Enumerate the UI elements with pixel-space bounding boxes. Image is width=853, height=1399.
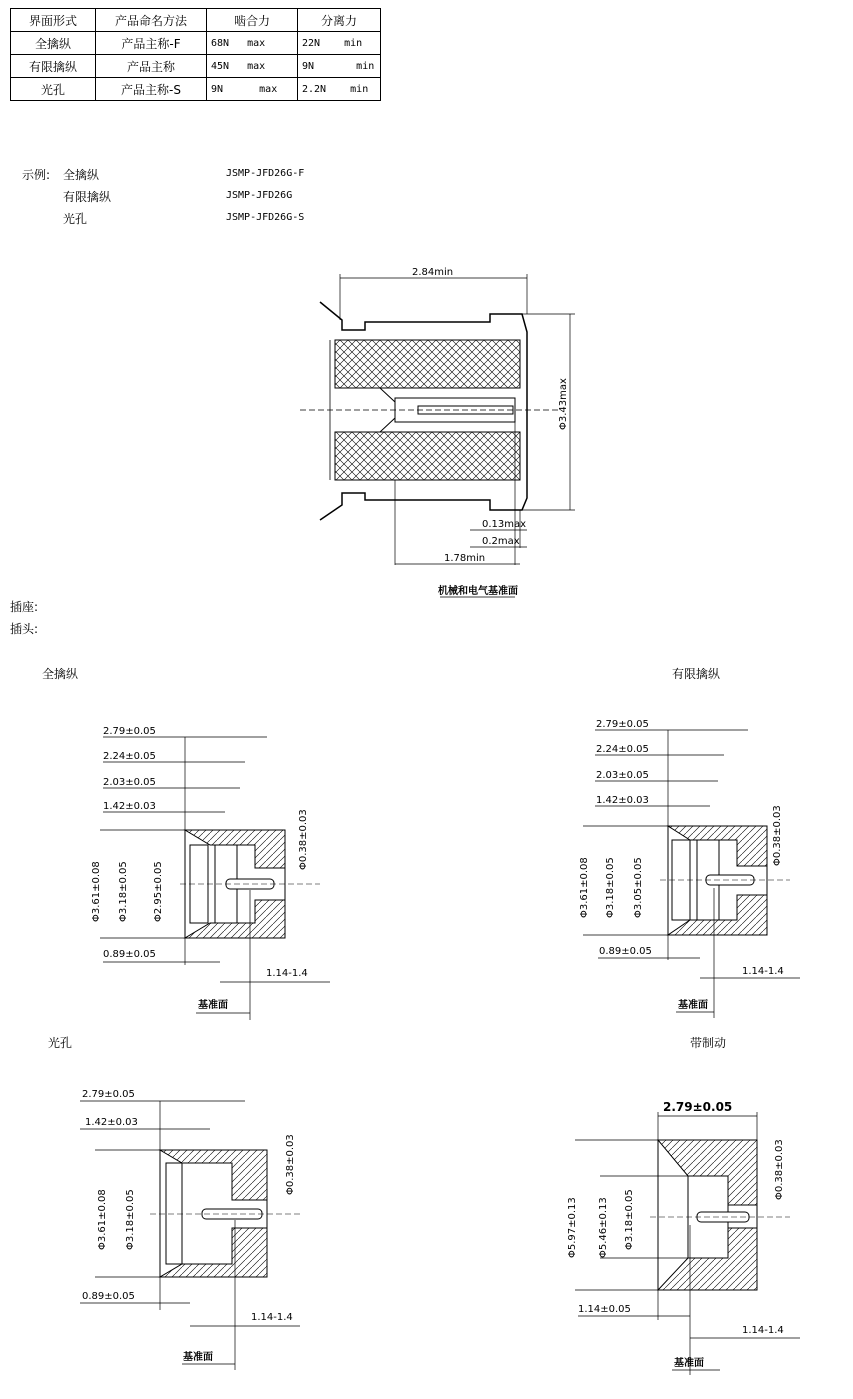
- main-drawing: [300, 267, 575, 597]
- dim-top: 2.84min: [412, 267, 454, 278]
- example-label: 示例:: [22, 168, 51, 182]
- cell-mate: 68N max: [207, 32, 298, 55]
- dim-right: Φ3.43max: [558, 378, 569, 430]
- dim-b: 0.2max: [482, 536, 520, 547]
- dim-range: 1.14-1.4: [251, 1312, 293, 1323]
- col-header: 分离力: [298, 9, 381, 32]
- example-name: 有限擒纵: [63, 190, 112, 204]
- cell-form: 有限擒纵: [11, 55, 96, 78]
- example-code: JSMP-JFD26G-F: [226, 168, 305, 179]
- dim: 1.42±0.03: [85, 1117, 138, 1128]
- ref-plane: 基准面: [678, 1000, 708, 1011]
- dim-v4: Φ0.38±0.03: [774, 1139, 785, 1200]
- example-name: 光孔: [63, 212, 88, 226]
- dim-v4: Φ0.38±0.03: [298, 809, 309, 870]
- dim-bottom: 0.89±0.05: [599, 946, 652, 957]
- dim-range: 1.14-1.4: [742, 966, 784, 977]
- dim: 2.24±0.05: [103, 751, 156, 762]
- cell-unmate: 2.2N min: [298, 78, 381, 101]
- drawing-full-detent: [91, 726, 330, 1020]
- dim-v1: Φ3.61±0.08: [579, 857, 590, 918]
- dim: 1.42±0.03: [103, 801, 156, 812]
- dim-v4: Φ0.38±0.03: [285, 1134, 296, 1195]
- ref-plane: 机械和电气基准面: [438, 586, 518, 597]
- col-header: 产品命名方法: [96, 9, 207, 32]
- ref-plane: 基准面: [183, 1352, 213, 1363]
- dim-bottom: 0.89±0.05: [82, 1291, 135, 1302]
- dim-v1: Φ5.97±0.13: [567, 1197, 578, 1258]
- dim-v1: Φ3.61±0.08: [97, 1189, 108, 1250]
- dim: 2.03±0.05: [596, 770, 649, 781]
- dim-range: 1.14-1.4: [742, 1325, 784, 1336]
- drawing-title: 全擒纵: [42, 667, 79, 681]
- dim: 2.03±0.05: [103, 777, 156, 788]
- dim: 1.42±0.03: [596, 795, 649, 806]
- drawing-title: 光孔: [48, 1036, 73, 1050]
- ref-plane: 基准面: [674, 1358, 704, 1369]
- plug-label: 插头:: [10, 622, 39, 636]
- ref-plane: 基准面: [198, 1000, 228, 1011]
- cell-mate: 9N max: [207, 78, 298, 101]
- cell-form: 光孔: [11, 78, 96, 101]
- drawing-limited-detent: [579, 719, 800, 1018]
- cell-unmate: 9N min: [298, 55, 381, 78]
- col-header: 界面形式: [11, 9, 96, 32]
- dim: 2.24±0.05: [596, 744, 649, 755]
- dim: 2.79±0.05: [596, 719, 649, 730]
- drawing-title: 带制动: [690, 1036, 727, 1050]
- drawing-with-brake: [567, 1100, 800, 1375]
- dim-v2: Φ3.18±0.05: [118, 861, 129, 922]
- dim: 2.79±0.05: [82, 1089, 135, 1100]
- example-name: 全擒纵: [63, 168, 100, 182]
- dim-v3: Φ2.95±0.05: [153, 861, 164, 922]
- dim: 2.79±0.05: [103, 726, 156, 737]
- dielectric-bottom: [335, 432, 520, 480]
- cell-form: 全擒纵: [11, 32, 96, 55]
- drawing-smooth-bore: [80, 1089, 300, 1370]
- drawing-title: 有限擒纵: [672, 667, 721, 681]
- dim-v3: Φ3.18±0.05: [624, 1189, 635, 1250]
- dim-v4: Φ0.38±0.03: [772, 805, 783, 866]
- dim-range: 1.14-1.4: [266, 968, 308, 979]
- dim-a: 0.13max: [482, 519, 527, 530]
- cell-name: 产品主称-F: [96, 32, 207, 55]
- cell-unmate: 22N min: [298, 32, 381, 55]
- dim-c: 1.78min: [444, 553, 486, 564]
- dim-v2: Φ3.18±0.05: [125, 1189, 136, 1250]
- example-code: JSMP-JFD26G-S: [226, 212, 305, 223]
- cell-mate: 45N max: [207, 55, 298, 78]
- dim-top: 2.79±0.05: [663, 1100, 733, 1114]
- example-code: JSMP-JFD26G: [226, 190, 293, 201]
- dim-v1: Φ3.61±0.08: [91, 861, 102, 922]
- dim-v2: Φ5.46±0.13: [598, 1197, 609, 1258]
- dim-bottom: 1.14±0.05: [578, 1304, 631, 1315]
- dielectric-top: [335, 340, 520, 388]
- col-header: 啮合力: [207, 9, 298, 32]
- dim-bottom: 0.89±0.05: [103, 949, 156, 960]
- socket-label: 插座:: [10, 600, 39, 614]
- cell-name: 产品主称: [96, 55, 207, 78]
- dim-v2: Φ3.18±0.05: [605, 857, 616, 918]
- dim-v3: Φ3.05±0.05: [633, 857, 644, 918]
- cell-name: 产品主称-S: [96, 78, 207, 101]
